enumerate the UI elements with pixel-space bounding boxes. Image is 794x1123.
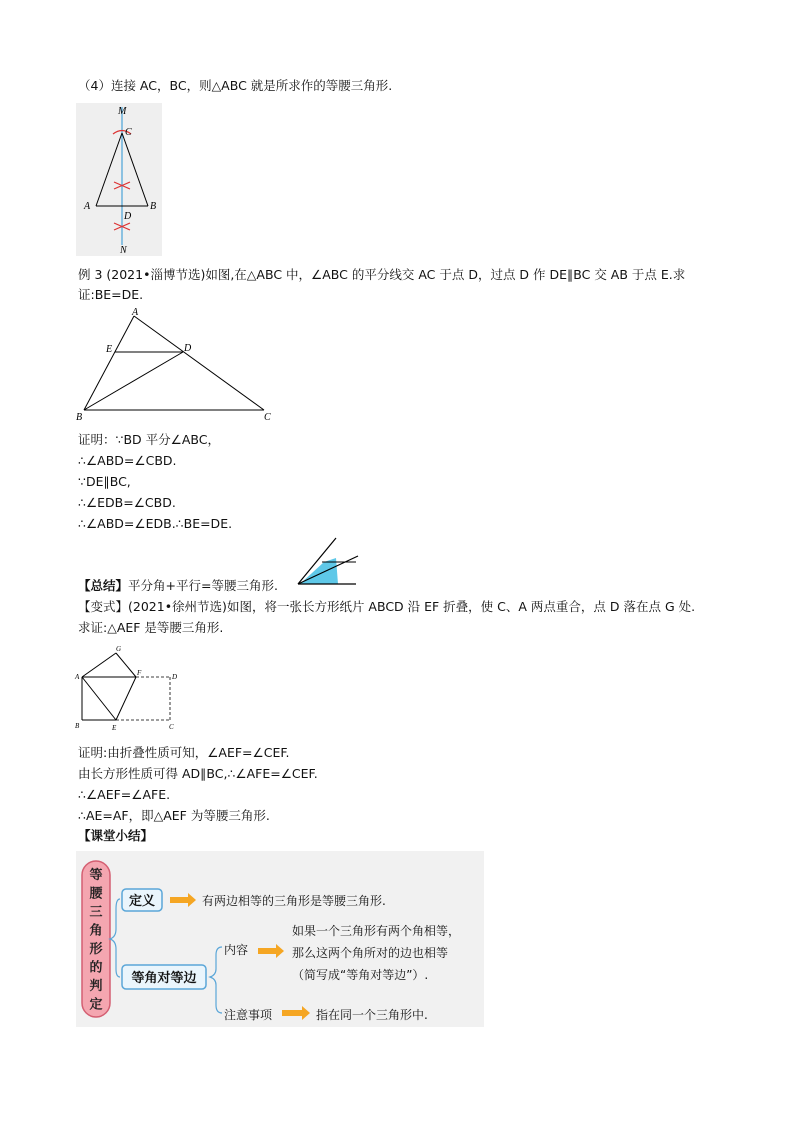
proof-1-line-2: ∴∠ABD=∠CBD. — [78, 453, 177, 468]
label-A: A — [84, 201, 91, 212]
label-D: D — [124, 211, 132, 222]
label-M: M — [118, 106, 127, 117]
definition-label: 定义 — [128, 894, 156, 909]
label-E: E — [106, 344, 113, 355]
content-line-1: 如果一个三角形有两个角相等， — [292, 924, 461, 938]
label-C: C — [125, 127, 132, 138]
proof-2-line-3: ∴∠AEF=∠AFE. — [78, 787, 171, 802]
root-char: 角 — [89, 923, 103, 939]
content-line-2: 那么这两个角所对的边也相等 — [292, 946, 449, 960]
proof-2-line-4: ∴AE=AF，即△AEF 为等腰三角形. — [78, 808, 270, 823]
proof-2-line-2: 由长方形性质可得 AD∥BC,∴∠AFE=∠CEF. — [78, 766, 318, 781]
content-label: 内容 — [224, 943, 249, 957]
label-C: C — [264, 412, 271, 423]
variant-line-1: 【变式】(2021•徐州节选)如图，将一张长方形纸片 ABCD 沿 EF 折叠，使 C、A 两点重合，点 D 落在点 G 处. — [78, 599, 696, 614]
summary-tag: 【总结】 — [78, 578, 129, 593]
root-char: 腰 — [89, 886, 103, 902]
summary-line — [78, 577, 278, 595]
construction-figure — [76, 103, 162, 256]
example-3-line-2: 证:BE=DE. — [78, 287, 144, 302]
summary-text: 平分角+平行=等腰三角形. — [128, 578, 278, 593]
label-B: B — [76, 412, 83, 423]
proof-1-line-3: ∵DE∥BC, — [78, 474, 131, 489]
label-E: E — [112, 724, 117, 732]
label-G: G — [116, 645, 122, 653]
label-D: D — [184, 343, 192, 354]
example-3-line-1: 例 3 (2021•淄博节选)如图,在△ABC 中，∠ABC 的平分线交 AC 于点 D，过点 D 作 DE∥BC 交 AB 于点 E.求 — [78, 267, 686, 282]
root-char: 等 — [89, 868, 103, 883]
folded-rectangle-figure — [74, 642, 190, 734]
angle-bisector-icon — [294, 536, 360, 588]
class-summary-heading: 【课堂小结】 — [78, 828, 154, 843]
label-B: B — [75, 722, 80, 730]
note-text: 指在同一个三角形中. — [316, 1008, 428, 1022]
proof-1-line-5: ∴∠ABD=∠EDB.∴BE=DE. — [78, 516, 233, 531]
root-char: 形 — [89, 942, 103, 957]
label-F: F — [137, 669, 142, 677]
label-A: A — [75, 673, 80, 681]
label-D: D — [172, 673, 178, 681]
definition-text: 有两边相等的三角形是等腰三角形. — [202, 894, 386, 908]
content-line-3: （简写成“等角对等边”）. — [292, 968, 429, 982]
proof-2-line-1: 证明:由折叠性质可知，∠AEF=∠CEF. — [78, 745, 290, 760]
root-char: 定 — [89, 997, 103, 1013]
root-char: 判 — [89, 979, 103, 994]
label-C: C — [169, 723, 174, 731]
root-char: 三 — [89, 905, 103, 920]
theorem-label: 等角对等边 — [131, 971, 197, 986]
proof-1-line-1: 证明：∵BD 平分∠ABC， — [78, 432, 220, 447]
root-char: 的 — [89, 960, 103, 976]
step-4-text: （4）连接 AC，BC，则△ABC 就是所求作的等腰三角形. — [78, 78, 393, 93]
label-A: A — [132, 307, 139, 318]
triangle-figure — [74, 306, 284, 426]
proof-1-line-4: ∴∠EDB=∠CBD. — [78, 495, 176, 510]
note-label: 注意事项 — [224, 1008, 273, 1022]
variant-line-2: 求证:△AEF 是等腰三角形. — [78, 620, 224, 635]
label-B: B — [150, 201, 157, 212]
label-N: N — [120, 245, 127, 256]
mind-map — [76, 851, 484, 1027]
